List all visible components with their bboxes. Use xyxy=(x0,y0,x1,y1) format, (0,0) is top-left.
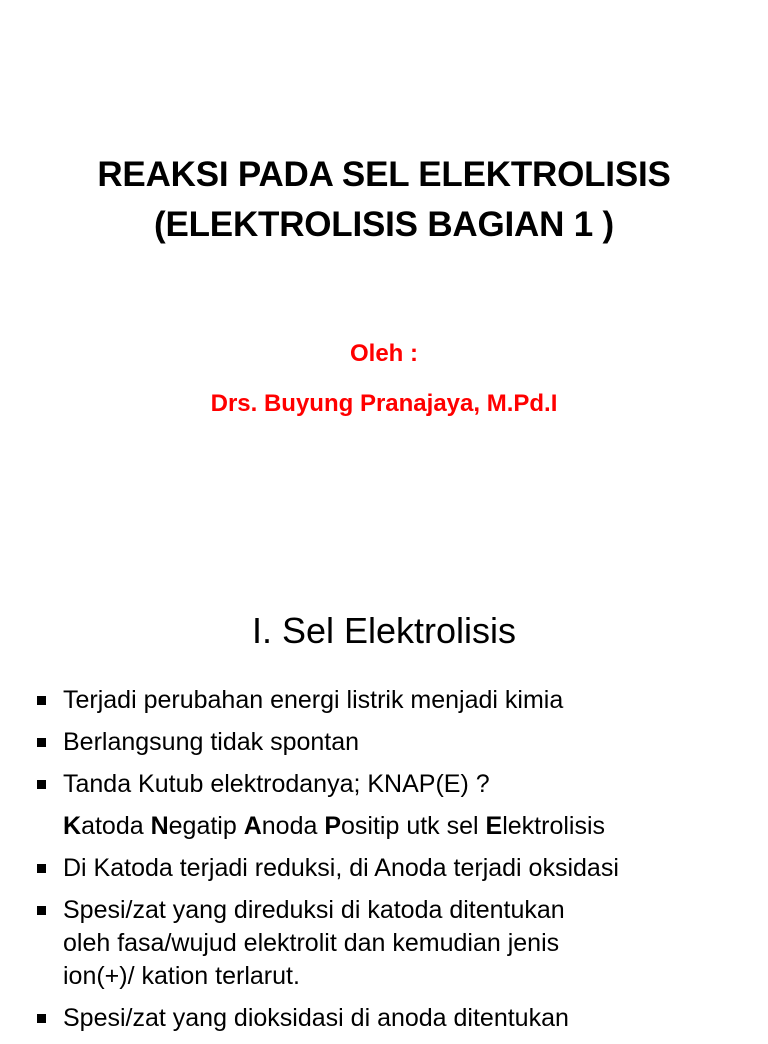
letter-n: N xyxy=(150,812,169,840)
square-bullet-icon xyxy=(37,1014,46,1023)
section-title: I. Sel Elektrolisis xyxy=(251,610,517,651)
list-item-text: Tanda Kutub elektrodanya; KNAP(E) ? xyxy=(63,770,490,798)
list-item-text: Berlangsung tidak spontan xyxy=(63,728,360,756)
letter-k: K xyxy=(63,812,82,840)
letter-e: E xyxy=(485,812,503,840)
letter-a: A xyxy=(243,812,262,840)
list-item-text: Terjadi perubahan energi listrik menjadi kimia xyxy=(63,686,564,714)
knape-expansion xyxy=(34,810,754,843)
slide-title-line-1: REAKSI PADA SEL ELEKTROLISIS xyxy=(97,155,671,194)
bullet-list xyxy=(34,684,754,1044)
slide-title xyxy=(0,150,768,250)
list-item-text: Spesi/zat yang dioksidasi di anoda ditentukan xyxy=(63,1004,569,1032)
square-bullet-icon xyxy=(37,696,46,705)
list-item xyxy=(34,726,754,759)
square-bullet-icon xyxy=(37,864,46,873)
square-bullet-icon xyxy=(37,738,46,747)
author-name: Drs. Buyung Pranajaya, M.Pd.I xyxy=(210,390,558,417)
author-block xyxy=(0,336,768,422)
content-slide xyxy=(0,566,768,1032)
list-item xyxy=(34,684,754,717)
list-item-text: Di Katoda terjadi reduksi, di Anoda terjadi oksidasi xyxy=(63,854,619,882)
word-elektrolisis-rest: lektrolisis xyxy=(502,812,606,840)
list-item-line: Spesi/zat yang direduksi di katoda ditentukan xyxy=(63,896,565,924)
list-item-line: ion(+)/ kation terlarut. xyxy=(63,962,300,990)
list-item xyxy=(34,768,754,801)
square-bullet-icon xyxy=(37,906,46,915)
word-positip-rest: ositip utk sel xyxy=(341,812,486,840)
word-negatip-rest: egatip xyxy=(168,812,244,840)
list-item xyxy=(34,1002,754,1035)
slide-title-line-2: (ELEKTROLISIS BAGIAN 1 ) xyxy=(154,205,614,244)
list-item-line: oleh fasa/wujud elektrolit dan kemudian jenis xyxy=(63,929,560,957)
square-bullet-icon xyxy=(37,780,46,789)
word-anoda-rest: noda xyxy=(261,812,325,840)
list-item xyxy=(34,852,754,885)
letter-p: P xyxy=(324,812,342,840)
word-katoda-rest: atoda xyxy=(81,812,151,840)
by-label: Oleh : xyxy=(349,340,418,367)
list-item xyxy=(34,894,754,993)
